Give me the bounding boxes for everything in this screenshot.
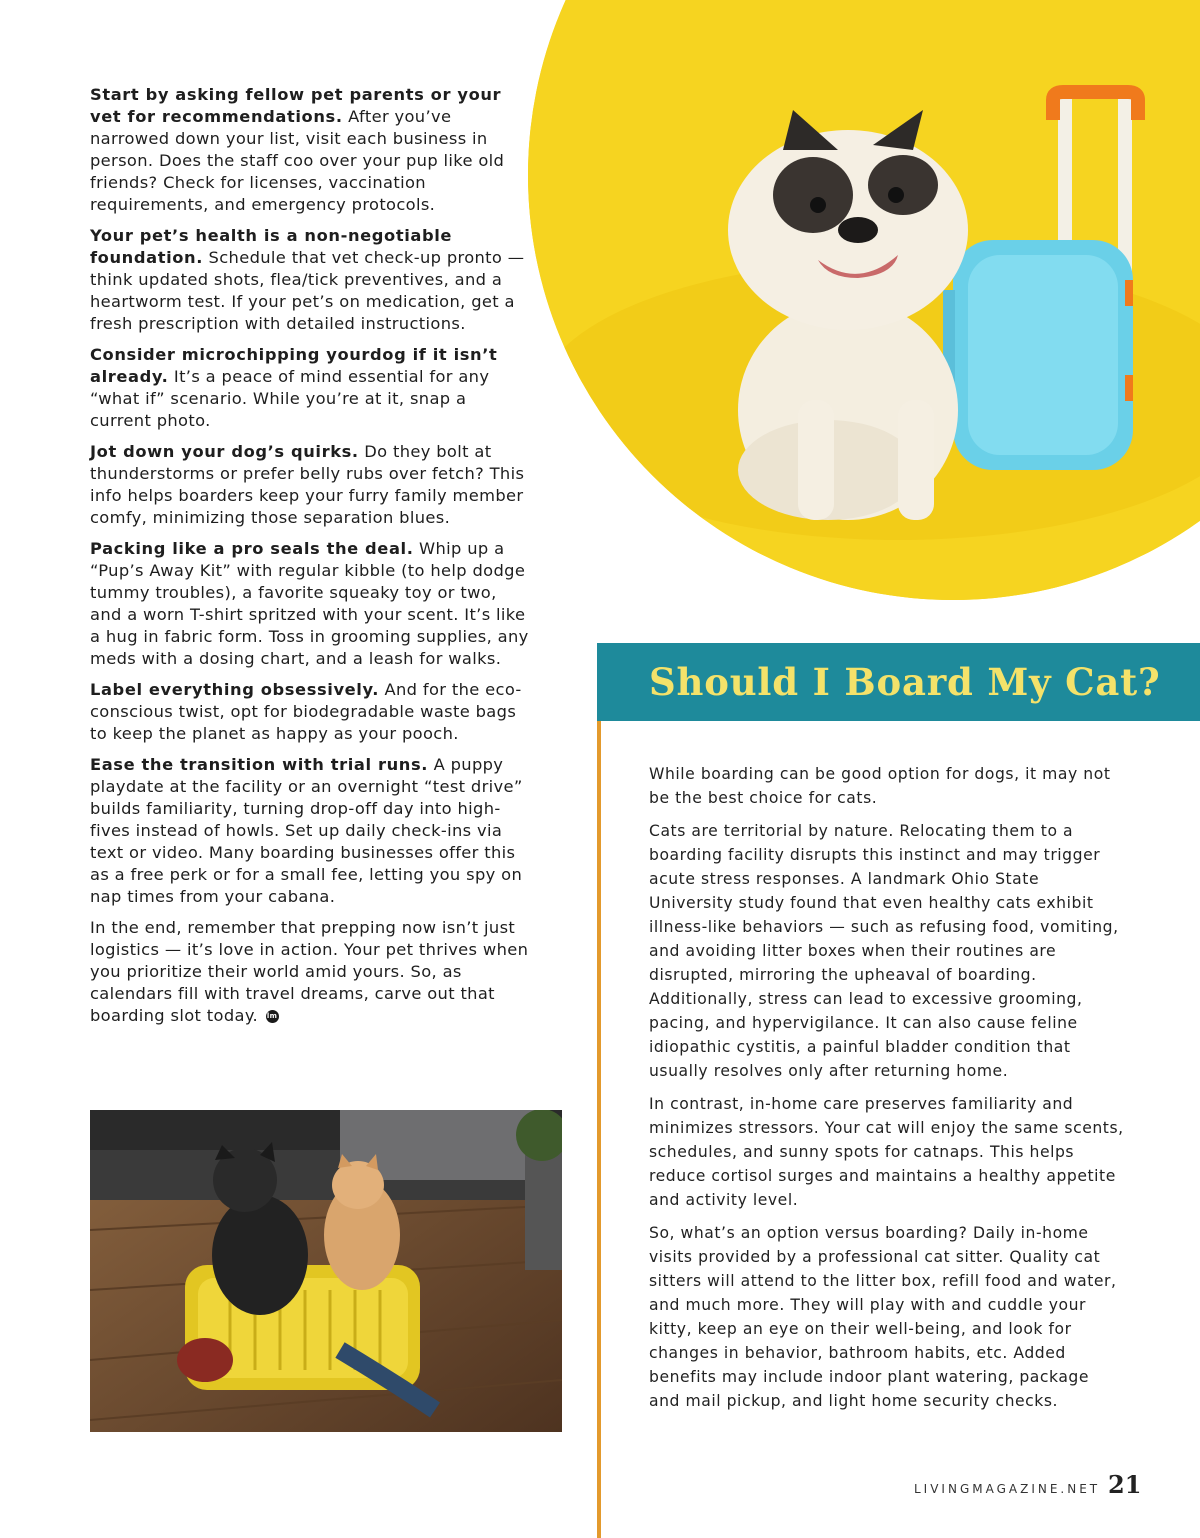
paragraph-lead: Start by asking fellow pet parents or your vet for recommendations. [90, 85, 502, 126]
paragraph-text: After you’ve narrowed down your list, visit each business in person. Does the staff coo over your pup like old friends? Check for licenses, vaccination requirements, and emergency protocols. [90, 107, 505, 214]
paragraph-lead: Label everything obsessively. [90, 680, 379, 699]
end-mark-icon: lm [266, 1010, 279, 1023]
sidebar-paragraph: So, what’s an option versus boarding? Daily in-home visits provided by a professional cat sitter. Quality cat sitters will attend to the litter box, refill food and water, and much more. They will play with and cuddle your kitty, keep an eye on their well-being, and look for changes in behavior, bathroom habits, etc. Added benefits may include indoor plant watering, package and mail pickup, and light home security checks. [649, 1224, 1117, 1410]
footer-site: LIVINGMAGAZINE.NET [914, 1482, 1101, 1496]
article-paragraph [90, 538, 530, 670]
article-column [90, 84, 530, 1036]
paragraph-text: And for the eco-conscious twist, opt for biodegradable waste bags to keep the planet as happy as your pooch. [90, 680, 522, 743]
page-number: 21 [1108, 1470, 1142, 1499]
paragraph-lead: Packing like a pro seals the deal. [90, 539, 414, 558]
sidebar-accent-rule [597, 721, 601, 1538]
paragraph-text: Whip up a “Pup’s Away Kit” with regular kibble (to help dodge tummy troubles), a favorite squeaky toy or two, and a worn T-shirt spritzed with your scent. It’s like a hug in fabric form. Toss in grooming supplies, any meds with a dosing chart, and a leash for walks. [90, 539, 529, 668]
article-paragraph [90, 679, 530, 745]
paragraph-text: Schedule that vet check-up pronto — think updated shots, flea/tick preventives, and a heartworm test. If your pet’s on medication, get a fresh prescription with detailed instructions. [90, 248, 525, 333]
paragraph-text: A puppy playdate at the facility or an overnight “test drive” builds familiarity, turning drop-off day into high-fives instead of howls. Set up daily check-ins via text or video. Many boarding businesses offer this as a free perk or for a small fee, letting you spy on nap times from your cabana. [90, 755, 523, 906]
article-paragraph [90, 84, 530, 216]
article-paragraph [90, 225, 530, 335]
sidebar-body [649, 762, 1124, 1422]
article-closing [90, 917, 530, 1027]
paragraph-lead: Jot down your dog’s quirks. [90, 442, 359, 461]
sidebar-paragraph: In contrast, in-home care preserves familiarity and minimizes stressors. Your cat will enjoy the same scents, schedules, and sunny spots for catnaps. This helps reduce cortisol surges and maintains a healthy appetite and activity level. [649, 1095, 1124, 1209]
paragraph-lead: Your pet’s health is a non-negotiable foundation. [90, 226, 453, 267]
article-paragraph [90, 344, 530, 432]
article-paragraph [90, 754, 530, 908]
dog-cat-suitcase-photo [90, 1110, 562, 1432]
dog-suitcase-photo [528, 0, 1200, 600]
sidebar-banner [597, 643, 1200, 721]
article-paragraph [90, 441, 530, 529]
paragraph-lead: Ease the transition with trial runs. [90, 755, 429, 774]
sidebar-paragraph: While boarding can be good option for dogs, it may not be the best choice for cats. [649, 765, 1111, 807]
sidebar-paragraph: Cats are territorial by nature. Relocating them to a boarding facility disrupts this instinct and may trigger acute stress responses. A landmark Ohio State University study found that even healthy cats exhibit illness-like behaviors — such as refusing food, vomiting, and avoiding litter boxes when their routines are disrupted, mirroring the upheaval of boarding. Additionally, stress can lead to excessive grooming, pacing, and hypervigilance. It can also cause feline idiopathic cystitis, a painful bladder condition that usually resolves only after returning home. [649, 822, 1119, 1080]
closing-text: In the end, remember that prepping now isn’t just logistics — it’s love in action. Your pet thrives when you prioritize their world amid yours. So, as calendars fill with travel dreams, carve out that boarding slot today. [90, 918, 529, 1025]
paragraph-lead: Consider microchipping yourdog if it isn’t already. [90, 345, 498, 386]
sidebar-title: Should I Board My Cat? [649, 660, 1161, 704]
paragraph-text: It’s a peace of mind essential for any “what if” scenario. While you’re at it, snap a current photo. [90, 367, 490, 430]
paragraph-text: Do they bolt at thunderstorms or prefer belly rubs over fetch? This info helps boarders keep your furry family member comfy, minimizing those separation blues. [90, 442, 525, 527]
